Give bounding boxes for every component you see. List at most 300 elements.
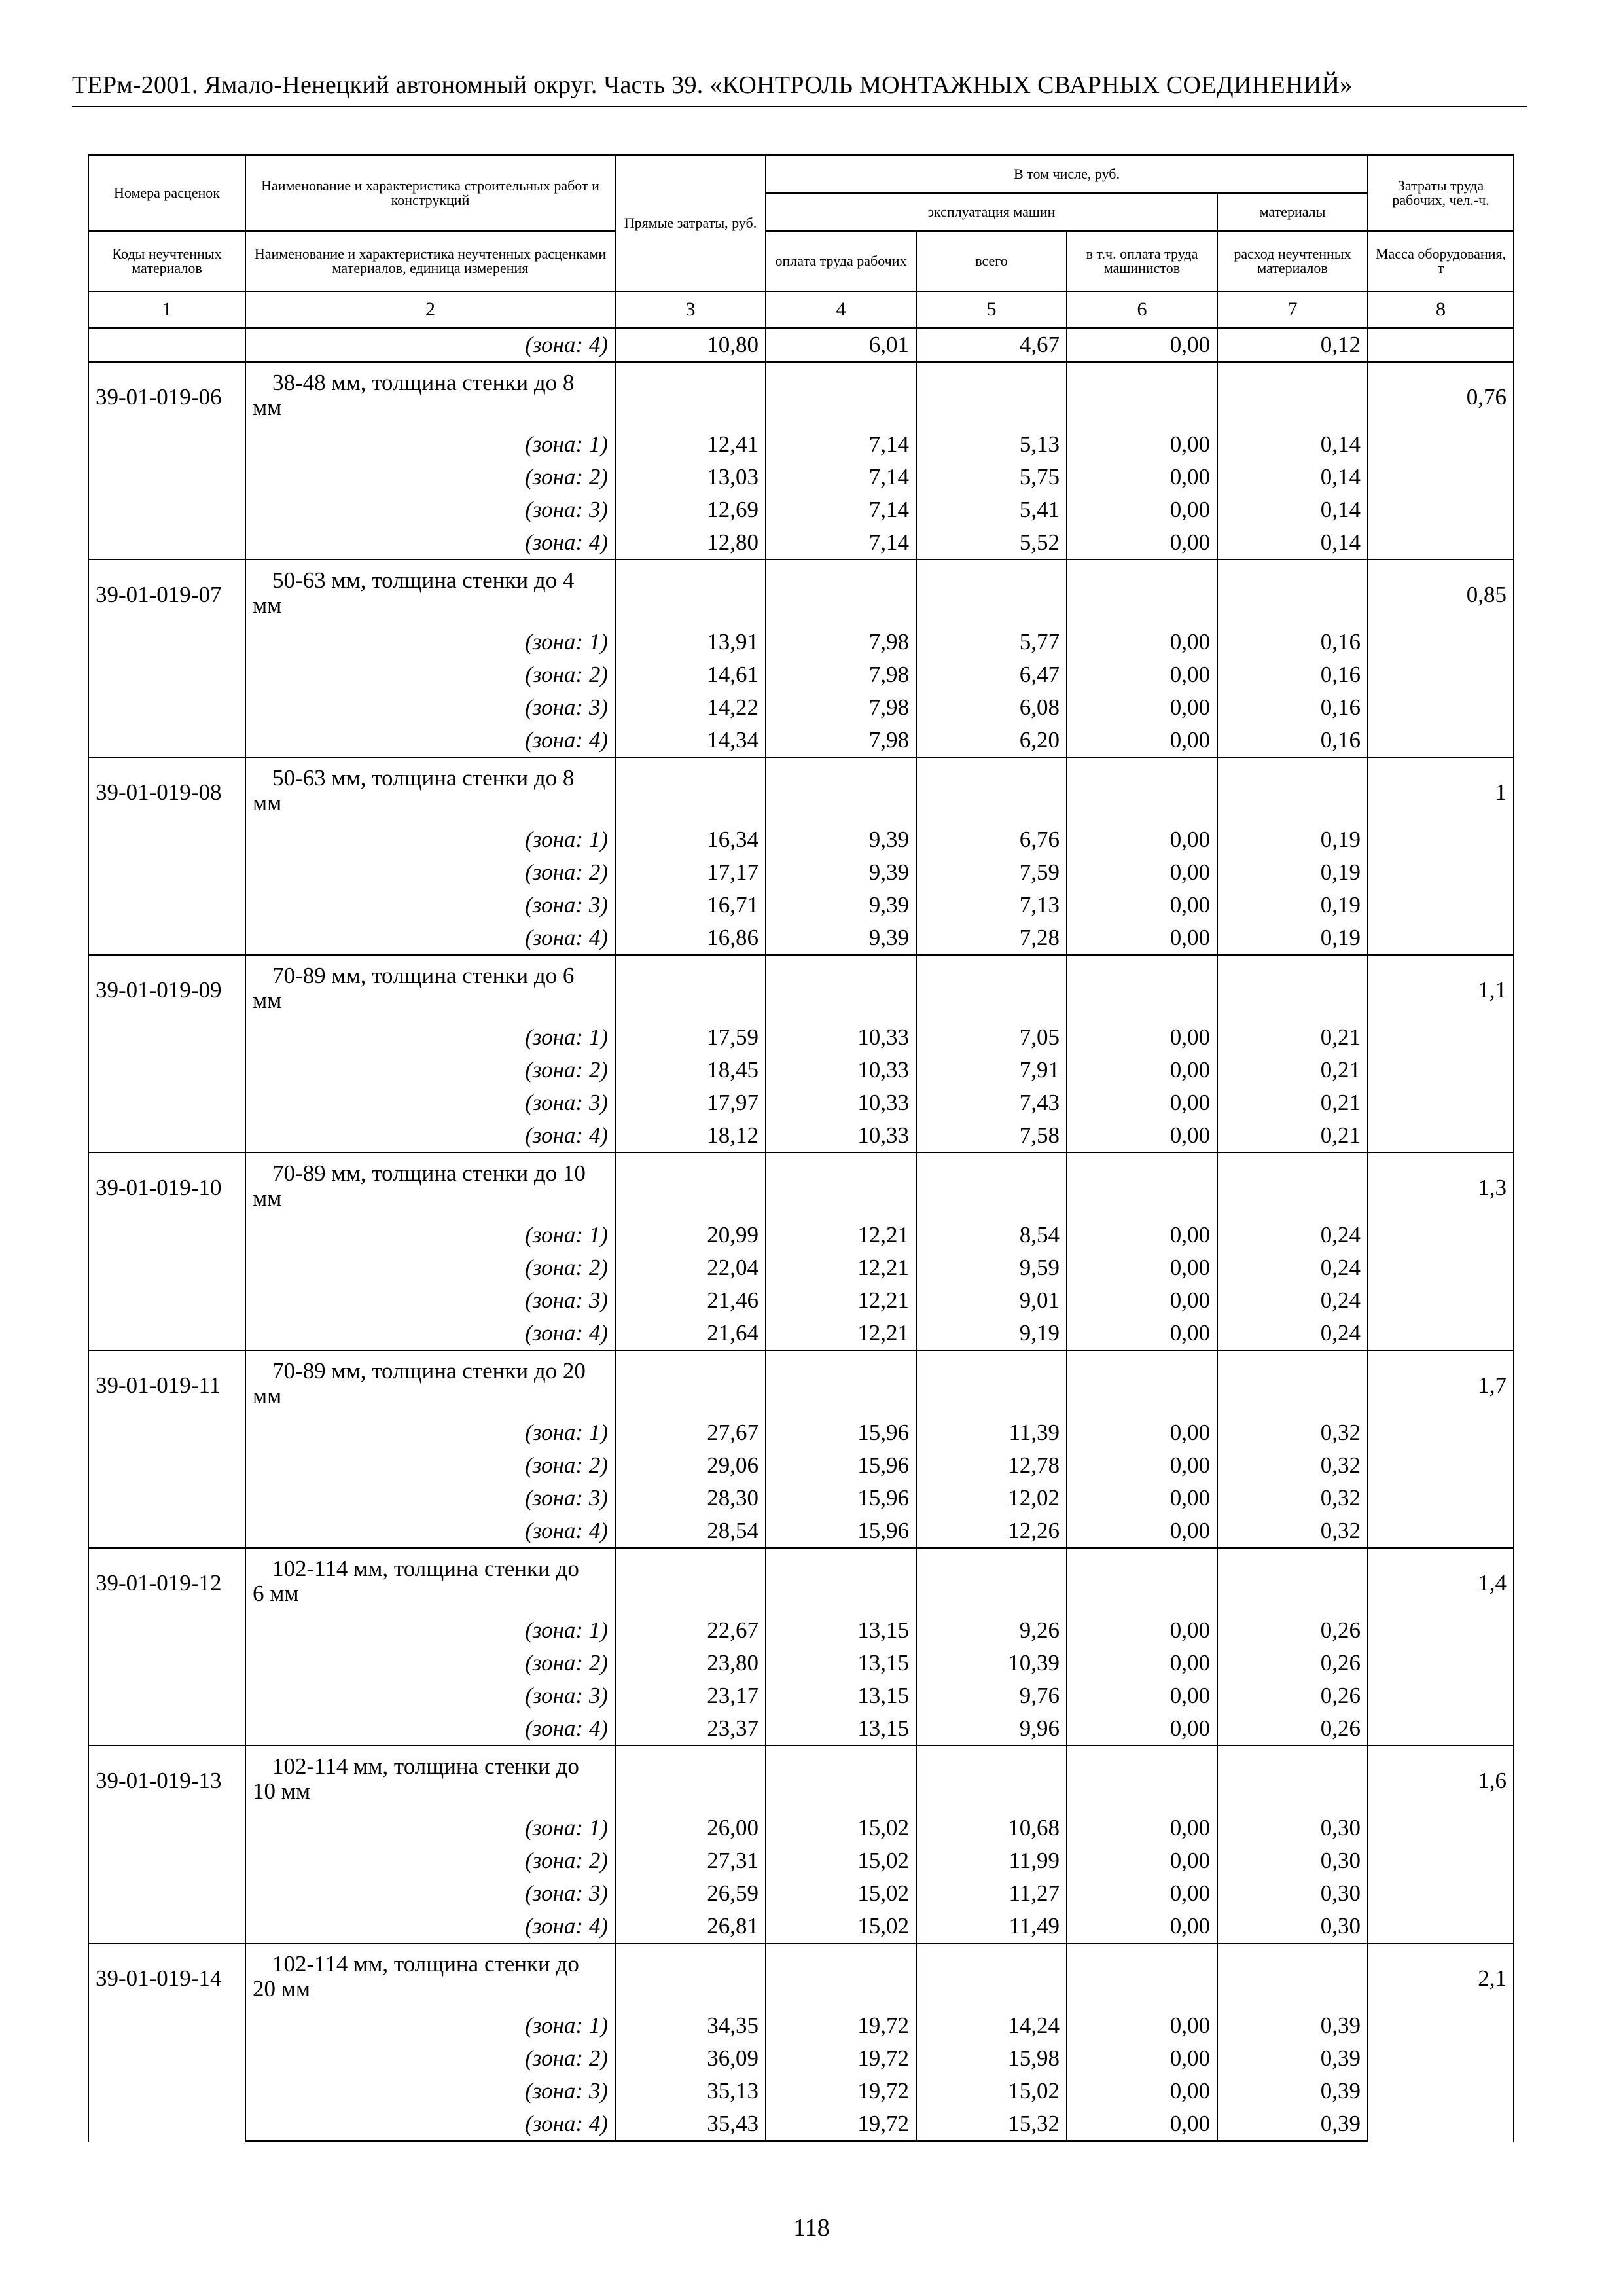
- labor-pay-cell: 13,15: [766, 1679, 916, 1712]
- direct-cost-cell: 14,61: [615, 658, 766, 691]
- empty-cell: [1217, 1548, 1368, 1614]
- zone-label: (зона: 4): [245, 328, 615, 362]
- rate-title-line: 102-114 мм, толщина стенки до: [272, 1951, 579, 1977]
- zone-label: (зона: 4): [245, 922, 615, 955]
- rate-code: 39-01-019-06: [88, 362, 245, 560]
- materials-cell: 0,16: [1217, 658, 1368, 691]
- empty-cell: [916, 1153, 1067, 1219]
- table-row: [88, 889, 1514, 922]
- materials-cell: 0,19: [1217, 823, 1368, 856]
- zone-label: (зона: 4): [245, 526, 615, 560]
- table-row: [88, 1284, 1514, 1317]
- direct-cost-cell: 28,54: [615, 1515, 766, 1548]
- column-number: 2: [245, 291, 615, 328]
- direct-cost-cell: 12,69: [615, 493, 766, 526]
- machines-total-cell: 11,99: [916, 1844, 1067, 1877]
- direct-cost-cell: 18,12: [615, 1119, 766, 1153]
- empty-cell: [916, 560, 1067, 626]
- machinists-pay-cell: 0,00: [1067, 493, 1217, 526]
- materials-cell: 0,32: [1217, 1482, 1368, 1515]
- machines-total-cell: 15,98: [916, 2042, 1067, 2075]
- column-number: 4: [766, 291, 916, 328]
- direct-cost-cell: 17,17: [615, 856, 766, 889]
- labor-pay-cell: 15,02: [766, 1844, 916, 1877]
- zone-label: (зона: 3): [245, 2075, 615, 2108]
- direct-cost-cell: 26,81: [615, 1910, 766, 1943]
- column-number: 3: [615, 291, 766, 328]
- materials-cell: 0,14: [1217, 461, 1368, 493]
- machinists-pay-cell: 0,00: [1067, 922, 1217, 955]
- direct-cost-cell: 17,97: [615, 1086, 766, 1119]
- rate-title-line: мм: [253, 1185, 282, 1211]
- labor-cost-cell: 1: [1368, 757, 1514, 955]
- machines-total-cell: 4,67: [916, 328, 1067, 362]
- materials-cell: 0,19: [1217, 889, 1368, 922]
- table-row: [88, 328, 1514, 362]
- zone-label: (зона: 3): [245, 1482, 615, 1515]
- materials-cell: 0,30: [1217, 1910, 1368, 1943]
- direct-cost-cell: 21,46: [615, 1284, 766, 1317]
- zone-label: (зона: 1): [245, 1219, 615, 1251]
- materials-cell: 0,32: [1217, 1449, 1368, 1482]
- machines-total-cell: 6,76: [916, 823, 1067, 856]
- direct-cost-cell: 18,45: [615, 1054, 766, 1086]
- machines-total-cell: 7,43: [916, 1086, 1067, 1119]
- labor-cost-cell: 1,4: [1368, 1548, 1514, 1746]
- direct-cost-cell: 26,00: [615, 1812, 766, 1844]
- table-row: [88, 1614, 1514, 1647]
- materials-header: материалы: [1217, 193, 1368, 231]
- labor-pay-cell: 10,33: [766, 1054, 916, 1086]
- machines-total-cell: 7,13: [916, 889, 1067, 922]
- machines-total-cell: 7,91: [916, 1054, 1067, 1086]
- empty-cell: [766, 1548, 916, 1614]
- column-number: 1: [88, 291, 245, 328]
- column-number: 7: [1217, 291, 1368, 328]
- zone-label: (зона: 2): [245, 1647, 615, 1679]
- empty-cell: [615, 1746, 766, 1812]
- machines-total-cell: 15,02: [916, 2075, 1067, 2108]
- machinists-pay-cell: 0,00: [1067, 691, 1217, 724]
- empty-cell: [1067, 362, 1217, 428]
- empty-cell: [766, 1153, 916, 1219]
- rates-table: [88, 154, 1514, 2142]
- machinists-pay-cell: 0,00: [1067, 1054, 1217, 1086]
- direct-cost-cell: 35,13: [615, 2075, 766, 2108]
- machinists-pay-cell: 0,00: [1067, 1416, 1217, 1449]
- zone-label: (зона: 3): [245, 1679, 615, 1712]
- materials-cell: 0,26: [1217, 1712, 1368, 1746]
- table-row: [88, 1844, 1514, 1877]
- table-row: [88, 626, 1514, 658]
- empty-cell: [1368, 328, 1514, 362]
- direct-cost-cell: 23,17: [615, 1679, 766, 1712]
- materials-cell: 0,24: [1217, 1251, 1368, 1284]
- labor-pay-cell: 19,72: [766, 2009, 916, 2042]
- machines-total-cell: 9,01: [916, 1284, 1067, 1317]
- materials-cell: 0,14: [1217, 526, 1368, 560]
- direct-cost-cell: 13,03: [615, 461, 766, 493]
- machines-total-cell: 14,24: [916, 2009, 1067, 2042]
- rate-group-title-row: [88, 955, 1514, 1021]
- machines-total-cell: 7,28: [916, 922, 1067, 955]
- materials-cell: 0,39: [1217, 2108, 1368, 2142]
- direct-cost-cell: 20,99: [615, 1219, 766, 1251]
- table-row: [88, 1712, 1514, 1746]
- machinists-pay-cell: 0,00: [1067, 724, 1217, 757]
- machines-total-cell: 5,52: [916, 526, 1067, 560]
- machines-total-cell: 12,26: [916, 1515, 1067, 1548]
- labor-pay-cell: 12,21: [766, 1284, 916, 1317]
- column-number: 6: [1067, 291, 1217, 328]
- rate-group-title-row: [88, 560, 1514, 626]
- zone-label: (зона: 2): [245, 1449, 615, 1482]
- materials-cell: 0,39: [1217, 2075, 1368, 2108]
- machines-total-cell: 5,41: [916, 493, 1067, 526]
- direct-cost-cell: 28,30: [615, 1482, 766, 1515]
- machines-total-cell: 15,32: [916, 2108, 1067, 2142]
- empty-cell: [615, 560, 766, 626]
- rate-title-line: 10 мм: [253, 1778, 311, 1804]
- empty-cell: [1217, 757, 1368, 823]
- machines-total-cell: 9,59: [916, 1251, 1067, 1284]
- labor-pay-cell: 12,21: [766, 1251, 916, 1284]
- table-row: [88, 1482, 1514, 1515]
- materials-cell: 0,19: [1217, 922, 1368, 955]
- rate-title: [245, 1350, 615, 1416]
- zone-label: (зона: 1): [245, 1614, 615, 1647]
- rate-title-line: мм: [253, 790, 282, 816]
- labor-pay-cell: 19,72: [766, 2108, 916, 2142]
- empty-cell: [615, 1548, 766, 1614]
- direct-cost-cell: 35,43: [615, 2108, 766, 2142]
- labor-pay-cell: 10,33: [766, 1119, 916, 1153]
- empty-cell: [916, 1350, 1067, 1416]
- empty-cell: [916, 362, 1067, 428]
- empty-cell: [916, 955, 1067, 1021]
- page-number: 118: [793, 2214, 830, 2242]
- zone-label: (зона: 1): [245, 823, 615, 856]
- empty-cell: [615, 1350, 766, 1416]
- machines-header: эксплуатация машин: [766, 193, 1217, 231]
- table-row: [88, 1877, 1514, 1910]
- table-row: [88, 1449, 1514, 1482]
- labor-pay-cell: 9,39: [766, 922, 916, 955]
- materials-cell: 0,26: [1217, 1679, 1368, 1712]
- machinists-pay-cell: 0,00: [1067, 1679, 1217, 1712]
- zone-label: (зона: 4): [245, 1910, 615, 1943]
- rate-title-line: 50-63 мм, толщина стенки до 8: [272, 765, 575, 791]
- machines-total-cell: 10,39: [916, 1647, 1067, 1679]
- machinists-pay-cell: 0,00: [1067, 2042, 1217, 2075]
- machinists-pay-cell: 0,00: [1067, 328, 1217, 362]
- rate-code: 39-01-019-14: [88, 1943, 245, 2142]
- labor-pay-cell: 15,96: [766, 1416, 916, 1449]
- rate-title-line: 70-89 мм, толщина стенки до 6: [272, 963, 575, 988]
- direct-cost-cell: 16,34: [615, 823, 766, 856]
- rate-group-title-row: [88, 1350, 1514, 1416]
- direct-cost-cell: 16,71: [615, 889, 766, 922]
- machinists-pay-cell: 0,00: [1067, 1877, 1217, 1910]
- labor-pay-cell: 7,98: [766, 626, 916, 658]
- machinists-pay-cell: 0,00: [1067, 1317, 1217, 1350]
- empty-cell: [1067, 955, 1217, 1021]
- table-row: [88, 526, 1514, 560]
- materials-cell: 0,12: [1217, 328, 1368, 362]
- direct-cost-cell: 14,34: [615, 724, 766, 757]
- rate-title-line: 38-48 мм, толщина стенки до 8: [272, 370, 575, 395]
- zone-label: (зона: 3): [245, 889, 615, 922]
- machines-total-cell: 11,27: [916, 1877, 1067, 1910]
- machinists-pay-cell: 0,00: [1067, 1021, 1217, 1054]
- rate-code: 39-01-019-09: [88, 955, 245, 1153]
- rate-title: [245, 757, 615, 823]
- materials-cell: 0,26: [1217, 1614, 1368, 1647]
- zone-label: (зона: 2): [245, 2042, 615, 2075]
- rate-title: [245, 1153, 615, 1219]
- direct-cost-cell: 22,67: [615, 1614, 766, 1647]
- machinists-pay-cell: 0,00: [1067, 461, 1217, 493]
- table-row: [88, 1054, 1514, 1086]
- machines-total-cell: 9,19: [916, 1317, 1067, 1350]
- col2-top-header: Наименование и характеристика строительных работ и конструкций: [245, 155, 615, 231]
- rate-group-title-row: [88, 1746, 1514, 1812]
- machines-total-cell: 6,47: [916, 658, 1067, 691]
- zone-label: (зона: 2): [245, 658, 615, 691]
- empty-cell: [615, 955, 766, 1021]
- labor-pay-cell: 19,72: [766, 2075, 916, 2108]
- direct-cost-cell: 23,80: [615, 1647, 766, 1679]
- labor-pay-cell: 15,96: [766, 1515, 916, 1548]
- machines-total-cell: 5,75: [916, 461, 1067, 493]
- labor-pay-cell: 9,39: [766, 889, 916, 922]
- table-row: [88, 1910, 1514, 1943]
- labor-pay-cell: 7,14: [766, 493, 916, 526]
- machinists-pay-cell: 0,00: [1067, 1449, 1217, 1482]
- machines-total-header: всего: [916, 231, 1067, 291]
- direct-cost-cell: 29,06: [615, 1449, 766, 1482]
- incl-header: В том числе, руб.: [766, 155, 1368, 193]
- zone-label: (зона: 3): [245, 1877, 615, 1910]
- machinists-pay-header: в т.ч. оплата труда машинистов: [1067, 231, 1217, 291]
- materials-cell: 0,24: [1217, 1219, 1368, 1251]
- zone-label: (зона: 1): [245, 1021, 615, 1054]
- materials-cell: 0,24: [1217, 1317, 1368, 1350]
- machines-total-cell: 10,68: [916, 1812, 1067, 1844]
- rate-title: [245, 1548, 615, 1614]
- direct-cost-cell: 22,04: [615, 1251, 766, 1284]
- rate-code: 39-01-019-11: [88, 1350, 245, 1548]
- labor-pay-cell: 15,02: [766, 1812, 916, 1844]
- table-row: [88, 2075, 1514, 2108]
- empty-cell: [88, 328, 245, 362]
- empty-cell: [1217, 362, 1368, 428]
- machinists-pay-cell: 0,00: [1067, 1614, 1217, 1647]
- zone-label: (зона: 1): [245, 428, 615, 461]
- labor-pay-cell: 7,14: [766, 428, 916, 461]
- zone-label: (зона: 2): [245, 856, 615, 889]
- machinists-pay-cell: 0,00: [1067, 428, 1217, 461]
- direct-cost-cell: 12,41: [615, 428, 766, 461]
- empty-cell: [615, 1153, 766, 1219]
- labor-pay-cell: 15,96: [766, 1482, 916, 1515]
- machinists-pay-cell: 0,00: [1067, 1910, 1217, 1943]
- zone-label: (зона: 1): [245, 1416, 615, 1449]
- table-row: [88, 1679, 1514, 1712]
- machinists-pay-cell: 0,00: [1067, 1647, 1217, 1679]
- materials-cell: 0,16: [1217, 626, 1368, 658]
- materials-sub-header: расход неучтенных материалов: [1217, 231, 1368, 291]
- empty-cell: [766, 560, 916, 626]
- rate-title-line: 6 мм: [253, 1581, 299, 1606]
- empty-cell: [1217, 560, 1368, 626]
- rate-group-title-row: [88, 1548, 1514, 1614]
- zone-label: (зона: 3): [245, 1086, 615, 1119]
- table-row: [88, 724, 1514, 757]
- zone-label: (зона: 3): [245, 493, 615, 526]
- zone-label: (зона: 4): [245, 1712, 615, 1746]
- rate-title-line: мм: [253, 395, 282, 420]
- machinists-pay-cell: 0,00: [1067, 626, 1217, 658]
- direct-cost-cell: 16,86: [615, 922, 766, 955]
- machines-total-cell: 6,20: [916, 724, 1067, 757]
- machines-total-cell: 5,13: [916, 428, 1067, 461]
- table-row: [88, 922, 1514, 955]
- machines-total-cell: 11,39: [916, 1416, 1067, 1449]
- materials-cell: 0,32: [1217, 1515, 1368, 1548]
- table-row: [88, 658, 1514, 691]
- empty-cell: [615, 757, 766, 823]
- labor-pay-cell: 12,21: [766, 1219, 916, 1251]
- empty-cell: [766, 1943, 916, 2009]
- direct-cost-cell: 14,22: [615, 691, 766, 724]
- materials-cell: 0,30: [1217, 1877, 1368, 1910]
- materials-cell: 0,16: [1217, 724, 1368, 757]
- machines-total-cell: 7,05: [916, 1021, 1067, 1054]
- machinists-pay-cell: 0,00: [1067, 2075, 1217, 2108]
- table-row: [88, 2108, 1514, 2142]
- empty-cell: [1217, 1350, 1368, 1416]
- zone-label: (зона: 1): [245, 1812, 615, 1844]
- direct-cost-cell: 27,67: [615, 1416, 766, 1449]
- column-number: 8: [1368, 291, 1514, 328]
- table-row: [88, 1812, 1514, 1844]
- table-row: [88, 1086, 1514, 1119]
- rate-group-title-row: [88, 757, 1514, 823]
- machinists-pay-cell: 0,00: [1067, 856, 1217, 889]
- labor-pay-cell: 13,15: [766, 1712, 916, 1746]
- empty-cell: [766, 1746, 916, 1812]
- machinists-pay-cell: 0,00: [1067, 1284, 1217, 1317]
- labor-cost-cell: 0,85: [1368, 560, 1514, 757]
- labor-cost-cell: 0,76: [1368, 362, 1514, 560]
- rate-title-line: мм: [253, 1383, 282, 1408]
- zone-label: (зона: 1): [245, 2009, 615, 2042]
- table-row: [88, 1219, 1514, 1251]
- empty-cell: [1217, 1746, 1368, 1812]
- machines-total-cell: 12,02: [916, 1482, 1067, 1515]
- labor-cost-cell: 1,7: [1368, 1350, 1514, 1548]
- machines-total-cell: 7,59: [916, 856, 1067, 889]
- empty-cell: [1067, 757, 1217, 823]
- machines-total-cell: 5,77: [916, 626, 1067, 658]
- labor-pay-cell: 15,96: [766, 1449, 916, 1482]
- materials-cell: 0,39: [1217, 2009, 1368, 2042]
- empty-cell: [916, 1548, 1067, 1614]
- labor-pay-cell: 13,15: [766, 1647, 916, 1679]
- rate-title: [245, 560, 615, 626]
- machines-total-cell: 9,96: [916, 1712, 1067, 1746]
- rate-title: [245, 1746, 615, 1812]
- zone-label: (зона: 2): [245, 1844, 615, 1877]
- empty-cell: [1217, 1153, 1368, 1219]
- machinists-pay-cell: 0,00: [1067, 1482, 1217, 1515]
- labor-pay-cell: 9,39: [766, 823, 916, 856]
- table-row: [88, 1647, 1514, 1679]
- materials-cell: 0,26: [1217, 1647, 1368, 1679]
- rate-group-title-row: [88, 1153, 1514, 1219]
- materials-cell: 0,30: [1217, 1812, 1368, 1844]
- rate-title-line: мм: [253, 592, 282, 618]
- rate-code: 39-01-019-13: [88, 1746, 245, 1943]
- col1-top-header: Номера расценок: [88, 155, 245, 231]
- machinists-pay-cell: 0,00: [1067, 1844, 1217, 1877]
- labor-pay-cell: 7,98: [766, 724, 916, 757]
- labor-pay-cell: 6,01: [766, 328, 916, 362]
- labor-pay-header: оплата труда рабочих: [766, 231, 916, 291]
- machinists-pay-cell: 0,00: [1067, 658, 1217, 691]
- empty-cell: [916, 757, 1067, 823]
- materials-cell: 0,14: [1217, 428, 1368, 461]
- materials-cell: 0,21: [1217, 1086, 1368, 1119]
- empty-cell: [1067, 1548, 1217, 1614]
- empty-cell: [615, 362, 766, 428]
- table-row: [88, 1317, 1514, 1350]
- labor-pay-cell: 15,02: [766, 1877, 916, 1910]
- machinists-pay-cell: 0,00: [1067, 1086, 1217, 1119]
- labor-pay-cell: 15,02: [766, 1910, 916, 1943]
- materials-cell: 0,30: [1217, 1844, 1368, 1877]
- column-number: 5: [916, 291, 1067, 328]
- rate-title-line: мм: [253, 988, 282, 1013]
- rate-title-line: 70-89 мм, толщина стенки до 10: [272, 1160, 586, 1186]
- empty-cell: [1067, 1350, 1217, 1416]
- col3-header: Прямые затраты, руб.: [615, 155, 766, 291]
- materials-cell: 0,21: [1217, 1021, 1368, 1054]
- labor-pay-cell: 13,15: [766, 1614, 916, 1647]
- machinists-pay-cell: 0,00: [1067, 2108, 1217, 2142]
- zone-label: (зона: 4): [245, 724, 615, 757]
- labor-cost-cell: 2,1: [1368, 1943, 1514, 2142]
- table-row: [88, 1021, 1514, 1054]
- zone-label: (зона: 4): [245, 1119, 615, 1153]
- table-row: [88, 428, 1514, 461]
- labor-pay-cell: 19,72: [766, 2042, 916, 2075]
- rate-code: 39-01-019-07: [88, 560, 245, 757]
- direct-cost-cell: 36,09: [615, 2042, 766, 2075]
- rate-title: [245, 1943, 615, 2009]
- machinists-pay-cell: 0,00: [1067, 1712, 1217, 1746]
- labor-pay-cell: 10,33: [766, 1086, 916, 1119]
- table-header: [88, 155, 1514, 328]
- zone-label: (зона: 2): [245, 1251, 615, 1284]
- rate-title-line: 102-114 мм, толщина стенки до: [272, 1753, 579, 1779]
- zone-label: (зона: 3): [245, 691, 615, 724]
- zone-label: (зона: 1): [245, 626, 615, 658]
- machinists-pay-cell: 0,00: [1067, 1119, 1217, 1153]
- labor-pay-cell: 7,98: [766, 691, 916, 724]
- materials-cell: 0,32: [1217, 1416, 1368, 1449]
